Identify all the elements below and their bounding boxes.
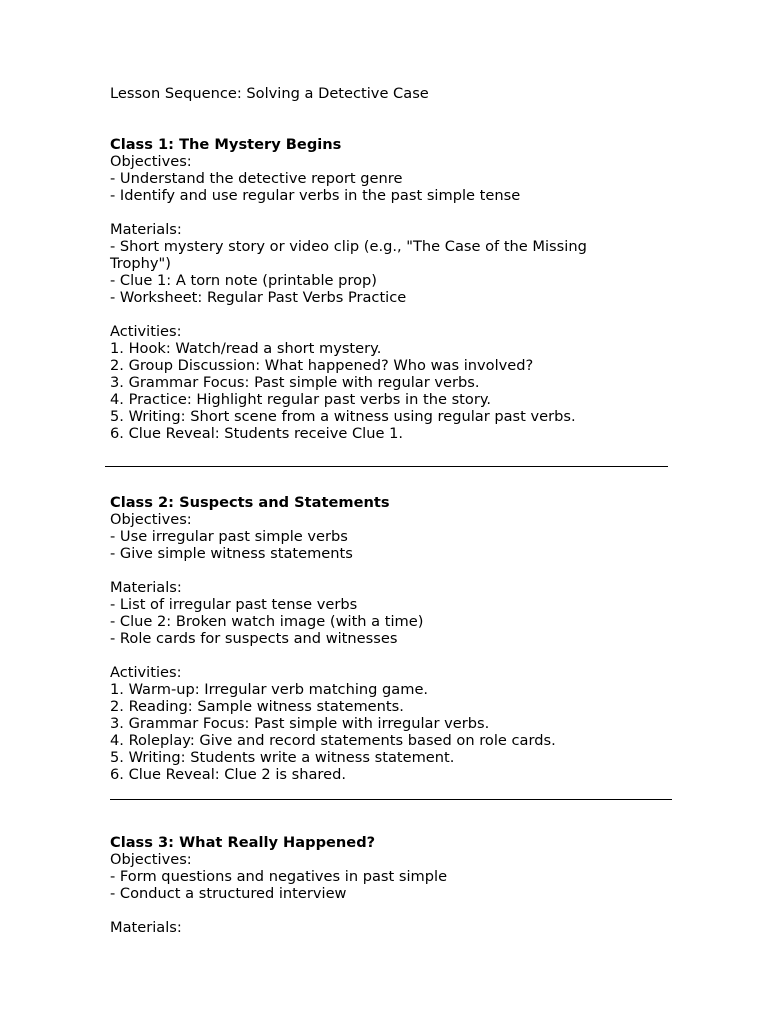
class-2-activity: 6. Clue Reveal: Clue 2 is shared. xyxy=(110,766,346,783)
class-1-activity: 6. Clue Reveal: Students receive Clue 1. xyxy=(110,425,404,442)
class-3-objectives-label: Objectives: xyxy=(110,851,192,868)
class-1-activity: 2. Group Discussion: What happened? Who was involved? xyxy=(110,357,534,374)
class-1-materials-label: Materials: xyxy=(110,221,182,238)
class-1-material: - Short mystery story or video clip (e.g., "The Case of the Missing xyxy=(110,238,587,255)
class-1-objective: - Identify and use regular verbs in the past simple tense xyxy=(110,187,521,204)
class-1-objectives-label: Objectives: xyxy=(110,153,192,170)
blank-line xyxy=(110,647,670,664)
class-1-section xyxy=(110,136,670,442)
class-1-material: - Worksheet: Regular Past Verbs Practice xyxy=(110,289,407,306)
class-1-material: - Clue 1: A torn note (printable prop) xyxy=(110,272,377,289)
class-1-activity: 1. Hook: Watch/read a short mystery. xyxy=(110,340,382,357)
class-1-activity: 5. Writing: Short scene from a witness using regular past verbs. xyxy=(110,408,576,425)
class-1-activity: 3. Grammar Focus: Past simple with regular verbs. xyxy=(110,374,480,391)
section-divider xyxy=(105,466,668,467)
class-3-materials-label: Materials: xyxy=(110,919,182,936)
class-2-material: - List of irregular past tense verbs xyxy=(110,596,358,613)
blank-line xyxy=(110,306,670,323)
class-2-objective: - Give simple witness statements xyxy=(110,545,353,562)
class-3-objective: - Conduct a structured interview xyxy=(110,885,347,902)
class-2-activity: 4. Roleplay: Give and record statements based on role cards. xyxy=(110,732,556,749)
class-2-activity: 2. Reading: Sample witness statements. xyxy=(110,698,404,715)
blank-line xyxy=(110,562,670,579)
class-2-activities-label: Activities: xyxy=(110,664,182,681)
class-2-objectives-label: Objectives: xyxy=(110,511,192,528)
class-2-activity: 1. Warm-up: Irregular verb matching game. xyxy=(110,681,429,698)
class-1-material: Trophy") xyxy=(110,255,171,272)
class-1-activity: 4. Practice: Highlight regular past verbs in the story. xyxy=(110,391,492,408)
section-divider xyxy=(110,799,672,800)
class-2-objective: - Use irregular past simple verbs xyxy=(110,528,348,545)
blank-line xyxy=(110,204,670,221)
blank-line xyxy=(110,902,670,919)
class-3-objective: - Form questions and negatives in past simple xyxy=(110,868,448,885)
class-2-activity: 3. Grammar Focus: Past simple with irregular verbs. xyxy=(110,715,490,732)
class-2-materials-label: Materials: xyxy=(110,579,182,596)
class-2-material: - Clue 2: Broken watch image (with a time) xyxy=(110,613,424,630)
class-3-heading: Class 3: What Really Happened? xyxy=(110,834,376,851)
class-1-objective: - Understand the detective report genre xyxy=(110,170,403,187)
class-1-heading: Class 1: The Mystery Begins xyxy=(110,136,342,153)
document-title: Lesson Sequence: Solving a Detective Case xyxy=(110,85,429,102)
class-2-section xyxy=(110,494,670,783)
class-2-material: - Role cards for suspects and witnesses xyxy=(110,630,398,647)
class-1-activities-label: Activities: xyxy=(110,323,182,340)
class-2-heading: Class 2: Suspects and Statements xyxy=(110,494,390,511)
class-3-section xyxy=(110,834,670,936)
class-2-activity: 5. Writing: Students write a witness statement. xyxy=(110,749,455,766)
